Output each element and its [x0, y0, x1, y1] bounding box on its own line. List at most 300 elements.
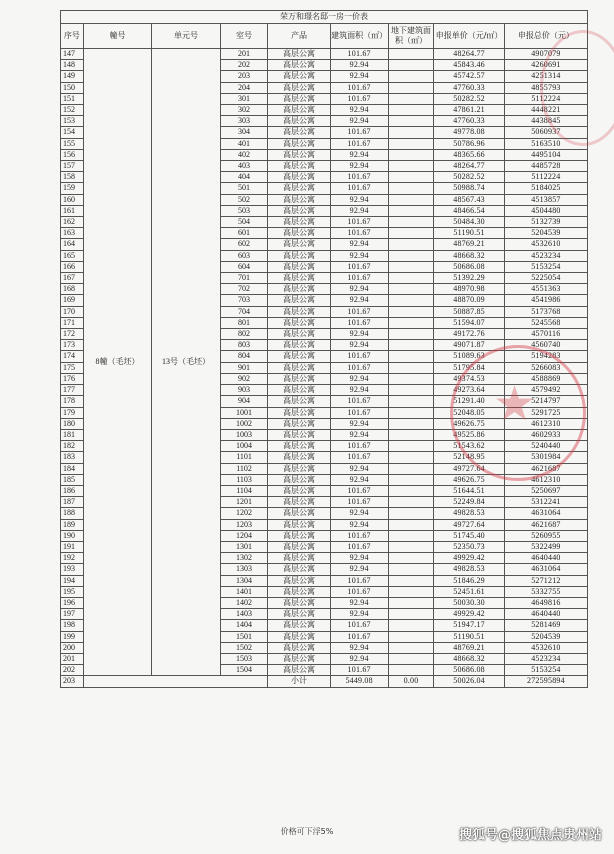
cell-room: 301	[220, 93, 268, 104]
cell-room: 1001	[220, 407, 268, 418]
cell-total-price: 5291725	[504, 407, 587, 418]
cell-total-price: 5060937	[504, 127, 587, 138]
cell-product: 高层公寓	[268, 429, 330, 440]
cell-basement-area	[388, 508, 434, 519]
cell-area: 101.67	[330, 306, 388, 317]
cell-seq: 203	[61, 676, 84, 687]
cell-product: 高层公寓	[268, 385, 330, 396]
cell-product: 高层公寓	[268, 665, 330, 676]
cell-unit-price: 52350.73	[434, 541, 505, 552]
subtotal-total-price: 272595894	[504, 676, 587, 687]
cell-seq: 163	[61, 228, 84, 239]
cell-seq: 189	[61, 519, 84, 530]
cell-product: 高层公寓	[268, 575, 330, 586]
cell-unit: 13号（毛坯）	[152, 49, 220, 676]
cell-total-price: 4541986	[504, 295, 587, 306]
cell-basement-area	[388, 261, 434, 272]
cell-unit-price: 51846.29	[434, 575, 505, 586]
cell-unit-price: 51190.51	[434, 228, 505, 239]
cell-unit-price: 50282.52	[434, 93, 505, 104]
cell-seq: 202	[61, 665, 84, 676]
cell-basement-area	[388, 407, 434, 418]
cell-unit-price: 52048.05	[434, 407, 505, 418]
cell-area: 92.94	[330, 194, 388, 205]
cell-total-price: 5271212	[504, 575, 587, 586]
cell-room: 803	[220, 340, 268, 351]
cell-unit-price: 51190.51	[434, 631, 505, 642]
cell-room: 1401	[220, 586, 268, 597]
cell-product: 高层公寓	[268, 351, 330, 362]
cell-seq: 151	[61, 93, 84, 104]
cell-area: 101.67	[330, 49, 388, 60]
cell-unit-price: 49172.76	[434, 329, 505, 340]
cell-basement-area	[388, 575, 434, 586]
cell-area: 101.67	[330, 127, 388, 138]
cell-basement-area	[388, 239, 434, 250]
cell-seq: 190	[61, 530, 84, 541]
cell-basement-area	[388, 172, 434, 183]
cell-total-price: 4448221	[504, 105, 587, 116]
cell-seq: 196	[61, 597, 84, 608]
cell-area: 101.67	[330, 261, 388, 272]
cell-total-price: 5245568	[504, 317, 587, 328]
cell-basement-area	[388, 306, 434, 317]
cell-area: 101.67	[330, 82, 388, 93]
cell-total-price: 5312241	[504, 497, 587, 508]
cell-seq: 148	[61, 60, 84, 71]
cell-total-price: 4640440	[504, 609, 587, 620]
cell-seq: 194	[61, 575, 84, 586]
cell-seq: 169	[61, 295, 84, 306]
cell-area: 101.67	[330, 497, 388, 508]
cell-seq: 164	[61, 239, 84, 250]
cell-basement-area	[388, 597, 434, 608]
cell-total-price: 4612310	[504, 474, 587, 485]
cell-room: 1402	[220, 597, 268, 608]
cell-unit-price: 49626.75	[434, 474, 505, 485]
cell-product: 高层公寓	[268, 441, 330, 452]
cell-product: 高层公寓	[268, 362, 330, 373]
cell-room: 502	[220, 194, 268, 205]
cell-room: 1302	[220, 553, 268, 564]
cell-room: 902	[220, 373, 268, 384]
cell-product: 高层公寓	[268, 116, 330, 127]
header-room: 室号	[220, 24, 268, 49]
cell-unit-price: 47861.21	[434, 105, 505, 116]
cell-unit-price: 49071.87	[434, 340, 505, 351]
cell-total-price: 5266083	[504, 362, 587, 373]
cell-room: 201	[220, 49, 268, 60]
header-area: 建筑面积（㎡）	[330, 24, 388, 49]
header-total-price: 申报总价（元）	[504, 24, 587, 49]
cell-total-price: 5301984	[504, 452, 587, 463]
cell-product: 高层公寓	[268, 631, 330, 642]
cell-product: 高层公寓	[268, 49, 330, 60]
cell-seq: 185	[61, 474, 84, 485]
cell-seq: 180	[61, 418, 84, 429]
cell-basement-area	[388, 127, 434, 138]
cell-product: 高层公寓	[268, 194, 330, 205]
cell-product: 高层公寓	[268, 609, 330, 620]
cell-seq: 159	[61, 183, 84, 194]
cell-product: 高层公寓	[268, 553, 330, 564]
cell-product: 高层公寓	[268, 396, 330, 407]
cell-total-price: 4532610	[504, 239, 587, 250]
cell-unit-price: 49828.53	[434, 508, 505, 519]
cell-unit-price: 49929.42	[434, 553, 505, 564]
cell-total-price: 5132739	[504, 217, 587, 228]
cell-total-price: 4485728	[504, 161, 587, 172]
cell-room: 1403	[220, 609, 268, 620]
cell-area: 92.94	[330, 71, 388, 82]
cell-unit-price: 50030.30	[434, 597, 505, 608]
cell-basement-area	[388, 71, 434, 82]
cell-basement-area	[388, 105, 434, 116]
cell-basement-area	[388, 620, 434, 631]
subtotal-label: 小计	[268, 676, 330, 687]
header-unit-price: 申报单价（元/㎡）	[434, 24, 505, 49]
cell-total-price: 5250697	[504, 485, 587, 496]
cell-room: 504	[220, 217, 268, 228]
cell-product: 高层公寓	[268, 541, 330, 552]
cell-total-price: 5112224	[504, 172, 587, 183]
cell-product: 高层公寓	[268, 653, 330, 664]
cell-unit-price: 49525.86	[434, 429, 505, 440]
cell-area: 92.94	[330, 429, 388, 440]
cell-basement-area	[388, 497, 434, 508]
watermark: 搜狐号@搜狐焦点贵州站	[458, 828, 602, 843]
subtotal-basement-area: 0.00	[388, 676, 434, 687]
cell-product: 高层公寓	[268, 508, 330, 519]
cell-product: 高层公寓	[268, 217, 330, 228]
cell-area: 101.67	[330, 351, 388, 362]
cell-seq: 181	[61, 429, 84, 440]
cell-seq: 156	[61, 149, 84, 160]
cell-unit-price: 48668.32	[434, 653, 505, 664]
cell-room: 1301	[220, 541, 268, 552]
cell-basement-area	[388, 161, 434, 172]
cell-total-price: 4602933	[504, 429, 587, 440]
cell-seq: 192	[61, 553, 84, 564]
cell-unit-price: 49374.53	[434, 373, 505, 384]
cell-room: 204	[220, 82, 268, 93]
cell-seq: 191	[61, 541, 84, 552]
cell-total-price: 4523234	[504, 250, 587, 261]
cell-area: 92.94	[330, 463, 388, 474]
cell-room: 802	[220, 329, 268, 340]
cell-area: 92.94	[330, 553, 388, 564]
cell-basement-area	[388, 463, 434, 474]
cell-total-price: 5214797	[504, 396, 587, 407]
cell-unit-price: 47760.33	[434, 116, 505, 127]
cell-area: 92.94	[330, 642, 388, 653]
cell-unit-price: 51947.17	[434, 620, 505, 631]
cell-total-price: 5173768	[504, 306, 587, 317]
cell-product: 高层公寓	[268, 597, 330, 608]
cell-basement-area	[388, 228, 434, 239]
cell-area: 101.67	[330, 631, 388, 642]
cell-total-price: 4570116	[504, 329, 587, 340]
cell-unit-price: 52148.95	[434, 452, 505, 463]
cell-seq: 179	[61, 407, 84, 418]
cell-seq: 168	[61, 284, 84, 295]
cell-unit-price: 51543.62	[434, 441, 505, 452]
cell-room: 1501	[220, 631, 268, 642]
cell-area: 101.67	[330, 396, 388, 407]
cell-basement-area	[388, 373, 434, 384]
cell-area: 101.67	[330, 575, 388, 586]
cell-room: 404	[220, 172, 268, 183]
cell-room: 304	[220, 127, 268, 138]
cell-room: 403	[220, 161, 268, 172]
cell-seq: 176	[61, 373, 84, 384]
cell-basement-area	[388, 553, 434, 564]
cell-room: 1503	[220, 653, 268, 664]
cell-room: 202	[220, 60, 268, 71]
cell-total-price: 4612310	[504, 418, 587, 429]
cell-area: 92.94	[330, 149, 388, 160]
cell-basement-area	[388, 429, 434, 440]
cell-unit-price: 51745.40	[434, 530, 505, 541]
cell-seq: 157	[61, 161, 84, 172]
cell-product: 高层公寓	[268, 138, 330, 149]
cell-unit-price: 48567.43	[434, 194, 505, 205]
cell-basement-area	[388, 564, 434, 575]
cell-room: 401	[220, 138, 268, 149]
cell-area: 101.67	[330, 441, 388, 452]
cell-basement-area	[388, 205, 434, 216]
cell-seq: 160	[61, 194, 84, 205]
cell-basement-area	[388, 93, 434, 104]
cell-unit-price: 48264.77	[434, 49, 505, 60]
cell-area: 92.94	[330, 340, 388, 351]
cell-seq: 152	[61, 105, 84, 116]
cell-area: 92.94	[330, 609, 388, 620]
cell-room: 604	[220, 261, 268, 272]
cell-product: 高层公寓	[268, 485, 330, 496]
cell-room: 703	[220, 295, 268, 306]
cell-product: 高层公寓	[268, 620, 330, 631]
cell-seq: 158	[61, 172, 84, 183]
cell-room: 1203	[220, 519, 268, 530]
cell-product: 高层公寓	[268, 250, 330, 261]
cell-total-price: 4621687	[504, 463, 587, 474]
cell-total-price: 4631064	[504, 508, 587, 519]
cell-basement-area	[388, 418, 434, 429]
header-seq: 序号	[61, 24, 84, 49]
cell-total-price: 4621687	[504, 519, 587, 530]
cell-basement-area	[388, 474, 434, 485]
cell-room: 903	[220, 385, 268, 396]
cell-product: 高层公寓	[268, 340, 330, 351]
cell-room: 1101	[220, 452, 268, 463]
cell-basement-area	[388, 183, 434, 194]
cell-area: 92.94	[330, 116, 388, 127]
cell-seq: 167	[61, 273, 84, 284]
cell-area: 101.67	[330, 172, 388, 183]
cell-unit-price: 49727.64	[434, 519, 505, 530]
cell-total-price: 4260691	[504, 60, 587, 71]
subtotal-row	[61, 676, 588, 687]
cell-product: 高层公寓	[268, 228, 330, 239]
cell-basement-area	[388, 631, 434, 642]
cell-seq: 147	[61, 49, 84, 60]
cell-room: 704	[220, 306, 268, 317]
cell-basement-area	[388, 485, 434, 496]
cell-area: 101.67	[330, 138, 388, 149]
cell-unit-price: 49778.08	[434, 127, 505, 138]
cell-area: 92.94	[330, 597, 388, 608]
cell-product: 高层公寓	[268, 71, 330, 82]
cell-unit-price: 48466.54	[434, 205, 505, 216]
cell-product: 高层公寓	[268, 93, 330, 104]
cell-total-price: 4551363	[504, 284, 587, 295]
subtotal-area: 5449.08	[330, 676, 388, 687]
cell-room: 1102	[220, 463, 268, 474]
cell-product: 高层公寓	[268, 463, 330, 474]
cell-seq: 201	[61, 653, 84, 664]
cell-area: 92.94	[330, 418, 388, 429]
cell-basement-area	[388, 351, 434, 362]
cell-room: 801	[220, 317, 268, 328]
cell-product: 高层公寓	[268, 295, 330, 306]
cell-total-price: 5225054	[504, 273, 587, 284]
cell-basement-area	[388, 396, 434, 407]
cell-basement-area	[388, 250, 434, 261]
cell-area: 92.94	[330, 105, 388, 116]
cell-product: 高层公寓	[268, 273, 330, 284]
cell-area: 101.67	[330, 452, 388, 463]
cell-basement-area	[388, 665, 434, 676]
cell-seq: 200	[61, 642, 84, 653]
cell-basement-area	[388, 530, 434, 541]
cell-seq: 195	[61, 586, 84, 597]
cell-basement-area	[388, 194, 434, 205]
price-table	[60, 10, 588, 688]
cell-basement-area	[388, 116, 434, 127]
cell-total-price: 5204539	[504, 228, 587, 239]
cell-seq: 184	[61, 463, 84, 474]
cell-product: 高层公寓	[268, 105, 330, 116]
cell-unit-price: 51089.63	[434, 351, 505, 362]
cell-unit-price: 48668.32	[434, 250, 505, 261]
cell-product: 高层公寓	[268, 642, 330, 653]
cell-unit-price: 51594.07	[434, 317, 505, 328]
cell-unit-price: 50282.52	[434, 172, 505, 183]
cell-room: 302	[220, 105, 268, 116]
cell-product: 高层公寓	[268, 519, 330, 530]
cell-seq: 187	[61, 497, 84, 508]
cell-area: 92.94	[330, 239, 388, 250]
footer-note: 价格可下浮5%	[280, 827, 334, 836]
cell-total-price: 4640440	[504, 553, 587, 564]
cell-basement-area	[388, 609, 434, 620]
cell-basement-area	[388, 541, 434, 552]
cell-unit-price: 51644.51	[434, 485, 505, 496]
cell-unit-price: 49273.64	[434, 385, 505, 396]
cell-basement-area	[388, 149, 434, 160]
cell-area: 92.94	[330, 295, 388, 306]
cell-basement-area	[388, 295, 434, 306]
cell-total-price: 4588869	[504, 373, 587, 384]
cell-area: 92.94	[330, 373, 388, 384]
cell-room: 701	[220, 273, 268, 284]
cell-total-price: 4631064	[504, 564, 587, 575]
cell-product: 高层公寓	[268, 329, 330, 340]
cell-room: 1303	[220, 564, 268, 575]
cell-area: 92.94	[330, 329, 388, 340]
cell-seq: 197	[61, 609, 84, 620]
cell-unit-price: 52451.61	[434, 586, 505, 597]
cell-room: 602	[220, 239, 268, 250]
cell-unit-price: 50887.85	[434, 306, 505, 317]
cell-area: 101.67	[330, 183, 388, 194]
cell-total-price: 5184025	[504, 183, 587, 194]
cell-room: 1204	[220, 530, 268, 541]
cell-area: 92.94	[330, 564, 388, 575]
cell-product: 高层公寓	[268, 306, 330, 317]
cell-product: 高层公寓	[268, 564, 330, 575]
cell-unit-price: 49828.53	[434, 564, 505, 575]
cell-total-price: 4579492	[504, 385, 587, 396]
cell-unit-price: 51795.84	[434, 362, 505, 373]
cell-unit-price: 49626.75	[434, 418, 505, 429]
cell-total-price: 4855793	[504, 82, 587, 93]
cell-unit-price: 50786.96	[434, 138, 505, 149]
cell-unit-price: 50686.08	[434, 665, 505, 676]
cell-product: 高层公寓	[268, 474, 330, 485]
table-row	[61, 49, 588, 60]
cell-total-price: 5153254	[504, 261, 587, 272]
cell-area: 101.67	[330, 665, 388, 676]
cell-area: 92.94	[330, 284, 388, 295]
cell-unit-price: 48970.98	[434, 284, 505, 295]
cell-area: 101.67	[330, 586, 388, 597]
cell-total-price: 5260955	[504, 530, 587, 541]
cell-unit-price: 48365.66	[434, 149, 505, 160]
cell-building: 8幢（毛坯）	[83, 49, 151, 676]
cell-seq: 162	[61, 217, 84, 228]
cell-seq: 178	[61, 396, 84, 407]
cell-product: 高层公寓	[268, 373, 330, 384]
cell-unit-price: 49727.64	[434, 463, 505, 474]
cell-unit-price: 45843.46	[434, 60, 505, 71]
cell-product: 高层公寓	[268, 497, 330, 508]
cell-basement-area	[388, 441, 434, 452]
cell-basement-area	[388, 49, 434, 60]
cell-area: 92.94	[330, 385, 388, 396]
cell-product: 高层公寓	[268, 586, 330, 597]
cell-seq: 182	[61, 441, 84, 452]
cell-total-price: 5204539	[504, 631, 587, 642]
cell-area: 92.94	[330, 205, 388, 216]
cell-area: 101.67	[330, 317, 388, 328]
cell-seq: 153	[61, 116, 84, 127]
cell-product: 高层公寓	[268, 317, 330, 328]
cell-total-price: 5163510	[504, 138, 587, 149]
cell-room: 1004	[220, 441, 268, 452]
cell-area: 101.67	[330, 620, 388, 631]
cell-area: 92.94	[330, 508, 388, 519]
cell-unit-price: 50686.08	[434, 261, 505, 272]
cell-unit-price: 48870.09	[434, 295, 505, 306]
cell-total-price: 4523234	[504, 653, 587, 664]
cell-seq: 150	[61, 82, 84, 93]
cell-room: 901	[220, 362, 268, 373]
cell-product: 高层公寓	[268, 407, 330, 418]
cell-room: 603	[220, 250, 268, 261]
cell-unit-price: 51392.29	[434, 273, 505, 284]
